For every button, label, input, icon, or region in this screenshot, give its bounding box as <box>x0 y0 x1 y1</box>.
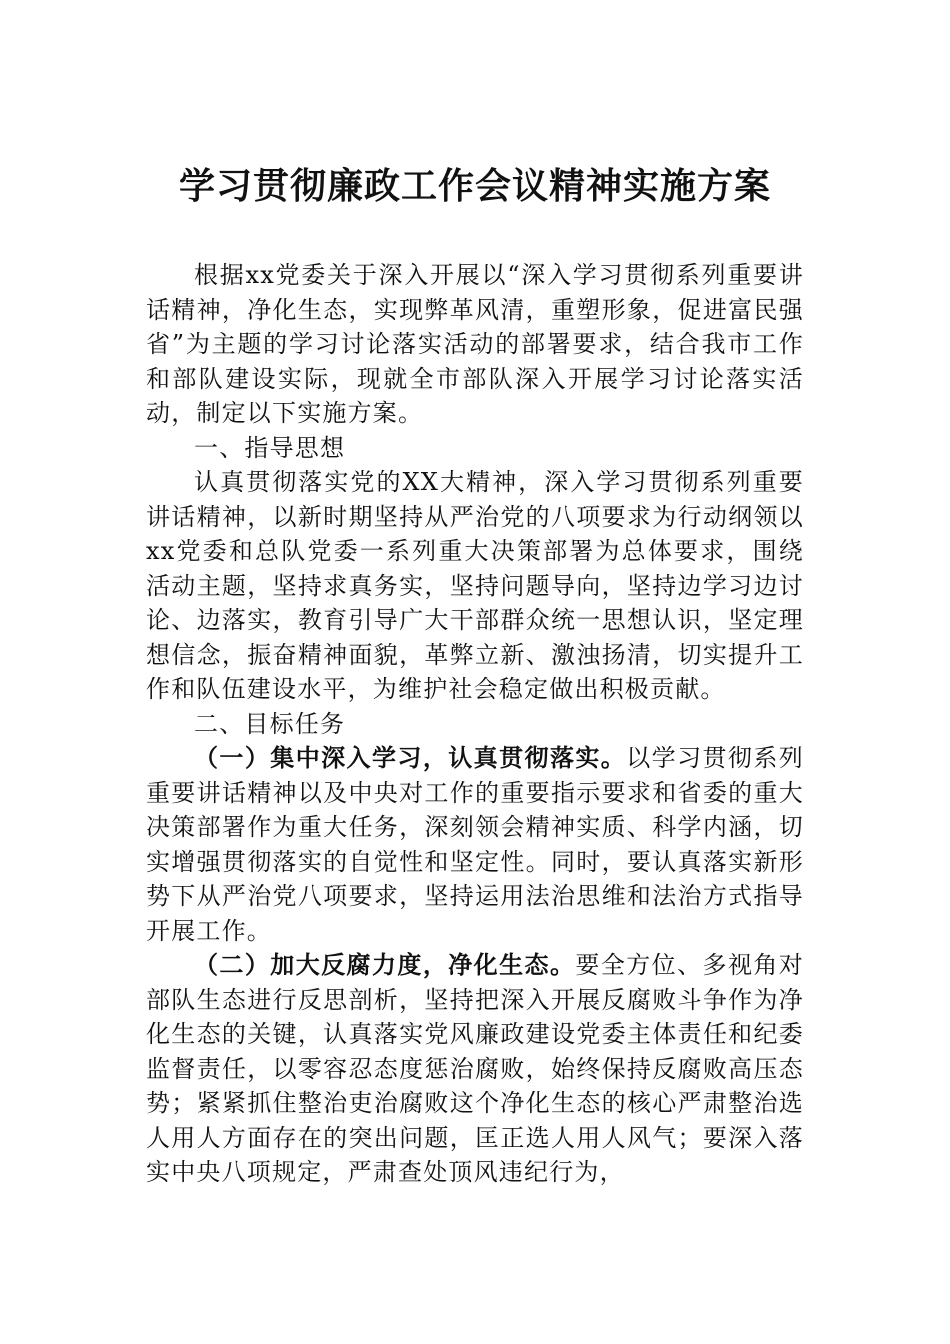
document-body <box>146 258 804 1190</box>
section-heading-goals-tasks: 二、目标任务 <box>194 709 346 738</box>
task-item-1 <box>146 741 804 948</box>
section-heading-guiding-ideology: 一、指导思想 <box>194 433 346 462</box>
intro-paragraph: 根据xx党委关于深入开展以“深入学习贯彻系列重要讲话精神，净化生态，实现弊革风清，重塑形象，促进富民强省”为主题的学习讨论落实活动的部署要求，结合我市工作和部队建设实际，现就全市部队深入开展学习讨论落实活动，制定以下实施方案。 <box>146 261 804 427</box>
task-item-1-lead: （一）集中深入学习，认真贯彻落实。 <box>194 744 627 772</box>
task-item-2-text: 要全方位、多视角对部队生态进行反思剖析，坚持把深入开展反腐败斗争作为净化生态的关键，认真落实党风廉政建设党委主体责任和纪委监督责任，以零容忍态度惩治腐败，始终保持反腐败高压态势；紧紧抓住整治吏治腐败这个净化生态的核心严肃整治选人用人方面存在的突出问题，匡正选人用人风气；要深入落实中央八项规定，严肃查处顶风违纪行为， <box>146 951 804 1186</box>
task-item-1-text: 以学习贯彻系列重要讲话精神以及中央对工作的重要指示要求和省委的重大决策部署作为重大任务，深刻领会精神实质、科学内涵，切实增强贯彻落实的自觉性和坚定性。同时，要认真落实新形势下从严治党八项要求，坚持运用法治思维和法治方式指导开展工作。 <box>146 744 804 945</box>
guiding-ideology-paragraph: 认真贯彻落实党的XX大精神，深入学习贯彻系列重要讲话精神，以新时期坚持从严治党的八项要求为行动纲领以xx党委和总队党委一系列重大决策部署为总体要求，围绕活动主题，坚持求真务实，坚持问题导向，坚持边学习边讨论、边落实，教育引导广大干部群众统一思想认识，坚定理想信念，振奋精神面貌，革弊立新、激浊扬清，切实提升工作和队伍建设水平，为维护社会稳定做出积极贡献。 <box>146 468 804 703</box>
task-item-2-lead: （二）加大反腐力度，净化生态。 <box>194 951 576 979</box>
task-item-2 <box>146 948 804 1190</box>
document-title: 学习贯彻廉政工作会议精神实施方案 <box>178 165 771 207</box>
